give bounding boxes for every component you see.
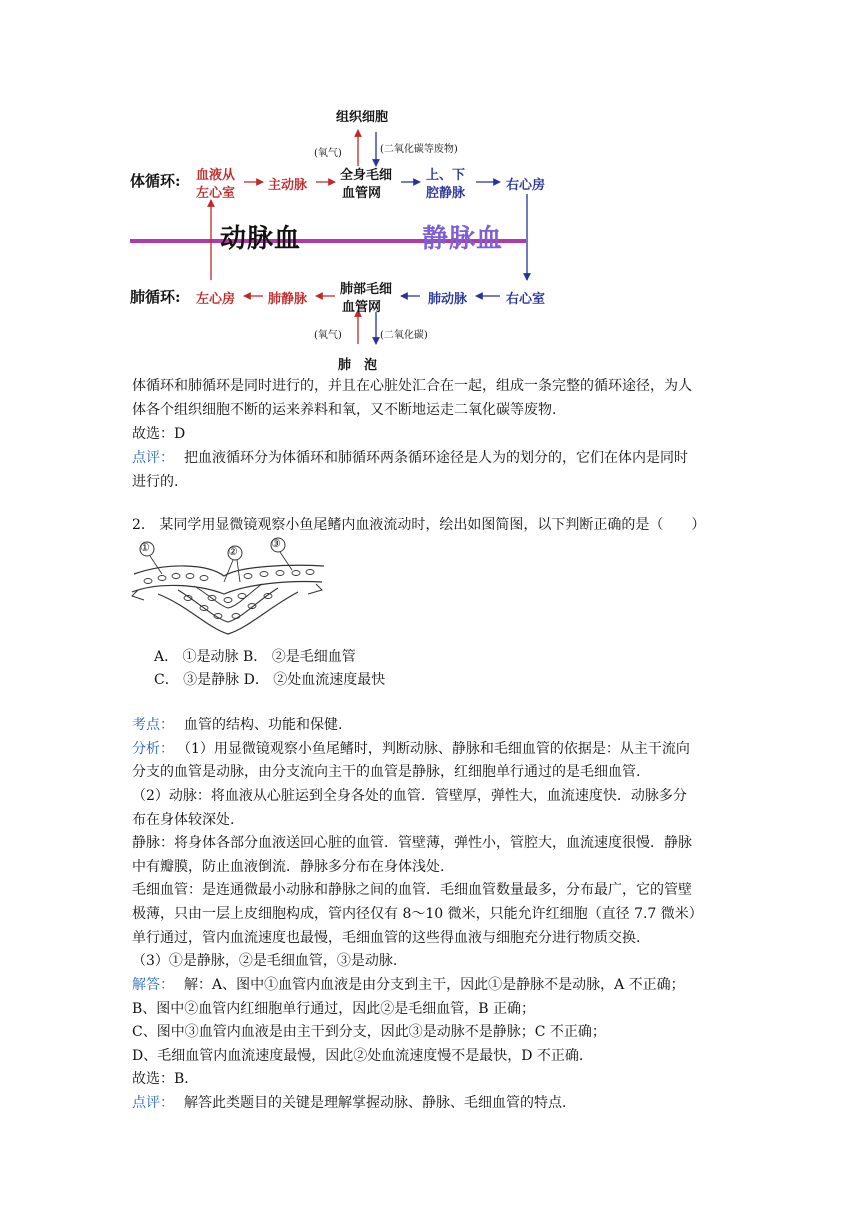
fenxi-line1 — [132, 738, 690, 760]
marker-1: ① — [140, 541, 150, 554]
label-co2-waste: (二氧化碳等废物) — [380, 144, 458, 155]
solution-line4: D、毛细血管内血流速度最慢，因此②处血流速度慢不是最快，D 不正确. — [132, 1048, 584, 1064]
label-left-ventricle: 左心室 — [196, 186, 236, 201]
analysis-line8: 极薄，只由一层上皮细胞构成，管内径仅有 8～10 微米，只能允许红细胞（直径 7.7 微米） — [132, 906, 703, 922]
analysis-line7: 毛细血管：是连通微最小动脉和静脉之间的血管．毛细血管数量最多，分布最广，它的管壁 — [132, 882, 692, 898]
label-oxygen-bottom: (氧气) — [314, 330, 342, 341]
kaodian-label: 考点： — [132, 717, 174, 733]
solution-line2: B、图中②血管内红细胞单行通过，因此②是毛细血管，B 正确； — [132, 1001, 536, 1017]
para1-line2: 体各个组织细胞不断的运来养料和氧，又不断地运走二氧化碳等废物. — [132, 402, 557, 418]
label-blood-from: 血液从 — [196, 168, 236, 183]
answer-2: 故选：B. — [132, 1071, 189, 1087]
label-systemic: 体循环: — [130, 172, 181, 190]
label-alveolus: 肺 泡 — [338, 358, 378, 373]
solution-line3: C、图中③血管内血液是由主干到分支，因此③是动脉不是静脉；C 不正确； — [132, 1024, 606, 1040]
fish-tail-figure — [128, 536, 328, 640]
solution-text: 解：A、图中①血管内血液是由分支到主干，因此①是静脉不是动脉，A 不正确； — [184, 977, 685, 993]
solution-label: 解答： — [132, 977, 174, 993]
analysis-line9: 单行通过，管内血流速度也最慢，毛细血管的这些得血液与细胞充分进行物质交换. — [132, 930, 641, 946]
comment-1-line1 — [132, 447, 688, 469]
marker-3: ③ — [271, 537, 281, 550]
analysis-line10: （3）①是静脉，②是毛细血管，③是动脉. — [132, 953, 398, 969]
analysis-line4: 布在身体较深处. — [132, 812, 235, 828]
para1-line1: 体循环和肺循环是同时进行的，并且在心脏处汇合在一起，组成一条完整的循环途径，为人 — [132, 378, 692, 394]
label-pulmonary: 肺循环: — [130, 288, 181, 306]
fenxi-label: 分析： — [132, 741, 174, 757]
label-body-capillary-1: 全身毛细 — [340, 168, 393, 183]
options-row-1: A． ①是动脉 B． ②是毛细血管 — [154, 649, 356, 665]
analysis-line3: （2）动脉：将血液从心脏运到全身各处的血管．管壁厚，弹性大，血流速度快．动脉多分 — [132, 788, 687, 804]
label-pulmonary-artery: 肺动脉 — [428, 292, 468, 307]
label-venous-blood: 静脉血 — [422, 224, 504, 254]
label-lung-capillary-2: 血管网 — [342, 300, 382, 315]
kaodian-line — [132, 714, 342, 736]
analysis-line6: 中有瓣膜，防止血液倒流．静脉多分布在身体浅处. — [132, 859, 445, 875]
marker-2: ② — [228, 545, 238, 558]
comment-2-line — [132, 1092, 566, 1114]
fenxi-line2: 分支的血管是动脉，由分支流向主干的血管是静脉，红细胞单行通过的是毛细血管. — [132, 764, 641, 780]
label-right-atrium: 右心房 — [506, 178, 546, 193]
kaodian-text: 血管的结构、功能和保健. — [184, 717, 343, 733]
comment-2-text: 解答此类题目的关键是理解掌握动脉、静脉、毛细血管的特点. — [184, 1095, 567, 1111]
label-tissue-cell: 组织细胞 — [336, 110, 389, 125]
answer-1: 故选：D — [132, 426, 186, 442]
comment-1-line2: 进行的. — [132, 474, 179, 490]
question-2-stem: 2． 某同学用显微镜观察小鱼尾鳍内血液流动时，绘出如图简图，以下判断正确的是（ ） — [132, 517, 706, 533]
label-lung-capillary-1: 肺部毛细 — [340, 282, 393, 297]
label-aorta: 主动脉 — [268, 178, 308, 193]
label-right-ventricle: 右心室 — [506, 292, 546, 307]
solution-line1 — [132, 974, 685, 996]
label-vena-cava-1: 上、下 — [426, 168, 466, 183]
label-body-capillary-2: 血管网 — [342, 186, 382, 201]
diagram-arrows — [130, 100, 570, 372]
label-oxygen-top: (氧气) — [314, 148, 342, 159]
label-left-atrium: 左心房 — [196, 292, 236, 307]
comment-1-label: 点评： — [132, 450, 174, 466]
options-row-2: C． ③是静脉 D． ②处血流速度最快 — [154, 672, 386, 688]
circulation-diagram — [130, 100, 570, 372]
comment-2-label: 点评： — [132, 1095, 174, 1111]
analysis-line5: 静脉：将身体各部分血液送回心脏的血管．管壁薄，弹性小，管腔大，血流速度很慢．静脉 — [132, 835, 692, 851]
label-arterial-blood: 动脉血 — [220, 224, 302, 254]
label-co2: (二氧化碳) — [380, 330, 428, 341]
fenxi-text: （1）用显微镜观察小鱼尾鳍时，判断动脉、静脉和毛细血管的依据是：从主干流向 — [184, 741, 690, 757]
label-vena-cava-2: 腔静脉 — [426, 186, 466, 201]
label-pulmonary-vein: 肺静脉 — [268, 292, 308, 307]
comment-1-text: 把血液循环分为体循环和肺循环两条循环途径是人为的划分的，它们在体内是同时 — [184, 450, 688, 466]
